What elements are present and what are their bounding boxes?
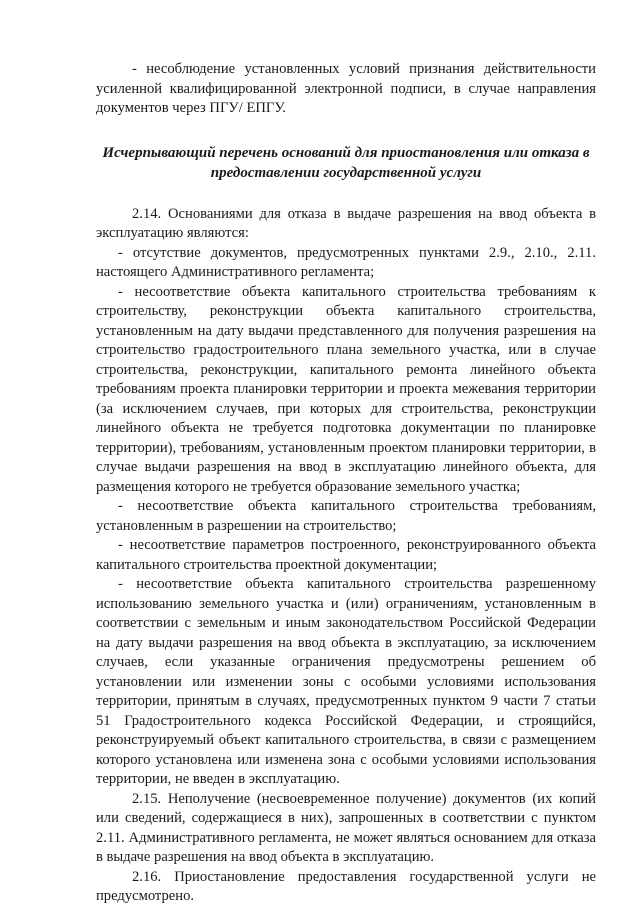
list-item-nonconformity-land-use: - несоответствие объекта капитального строительства разрешенному использованию земельного участка и (или) ограничениям, установленным в соответствии с земельным и иным законодательством Российской Федерации на дату выдачи разрешения на ввод объекта в эксплуатацию, за исключением случаев, если указанные ограничения предусмотрены решением об установлении или изменении зоны с особыми условиями использования территории, принятым в случаях, предусмотренных пунктом 9 части 7 статьи 51 Градостроительного кодекса Российской Федерации, и строящийся, реконструируемый объект капитального строительства, в связи с размещением которого установлена или изменена зона с особыми условиями использования территории, не введен в эксплуатацию. xyxy=(96,576,596,787)
document-page xyxy=(96,60,596,907)
list-item-nonconformity-parameters: - несоответствие параметров построенного, реконструированного объекта капитального строительства проектной документации; xyxy=(96,537,596,573)
section-heading: Исчерпывающий перечень оснований для приостановления или отказа в предоставлении государственной услуги xyxy=(102,144,590,181)
paragraph-2-14: 2.14. Основаниями для отказа в выдаче разрешения на ввод объекта в эксплуатацию являются: xyxy=(96,205,596,241)
intro-paragraph: - несоблюдение установленных условий признания действительности усиленной квалифицированной электронной подписи, в случае направления документов через ПГУ/ ЕПГУ. xyxy=(96,61,596,116)
paragraph-2-16: 2.16. Приостановление предоставления государственной услуги не предусмотрено. xyxy=(96,868,596,904)
list-item-missing-documents: - отсутствие документов, предусмотренных пунктами 2.9., 2.10., 2.11. настоящего Административного регламента; xyxy=(96,244,596,280)
list-item-nonconformity-requirements: - несоответствие объекта капитального строительства требованиям к строительству, реконструкции объекта капитального строительства, установленным на дату выдачи представленного для получения разрешения на строительство градостроительного плана земельного участка, или в случае строительства, реконструкции, капитального ремонта линейного объекта требованиям проекта планировки территории и проекта межевания территории (за исключением случаев, при которых для строительства, реконструкции линейного объекта не требуется подготовка документации по планировке территории), требованиям, установленным проектом планировки территории, в случае выдачи разрешения на ввод в эксплуатацию линейного объекта, для размещения которого не требуется образование земельного участка; xyxy=(96,283,596,495)
paragraph-2-15: 2.15. Неполучение (несвоевременное получение) документов (их копий или сведений, содержащиеся в них), запрошенных в соответствии с пунктом 2.11. Административного регламента, не может являться основанием для отказа в выдаче разрешения на ввод объекта в эксплуатацию. xyxy=(96,790,596,865)
list-item-nonconformity-permit: - несоответствие объекта капитального строительства требованиям, установленным в разрешении на строительство; xyxy=(96,498,596,534)
